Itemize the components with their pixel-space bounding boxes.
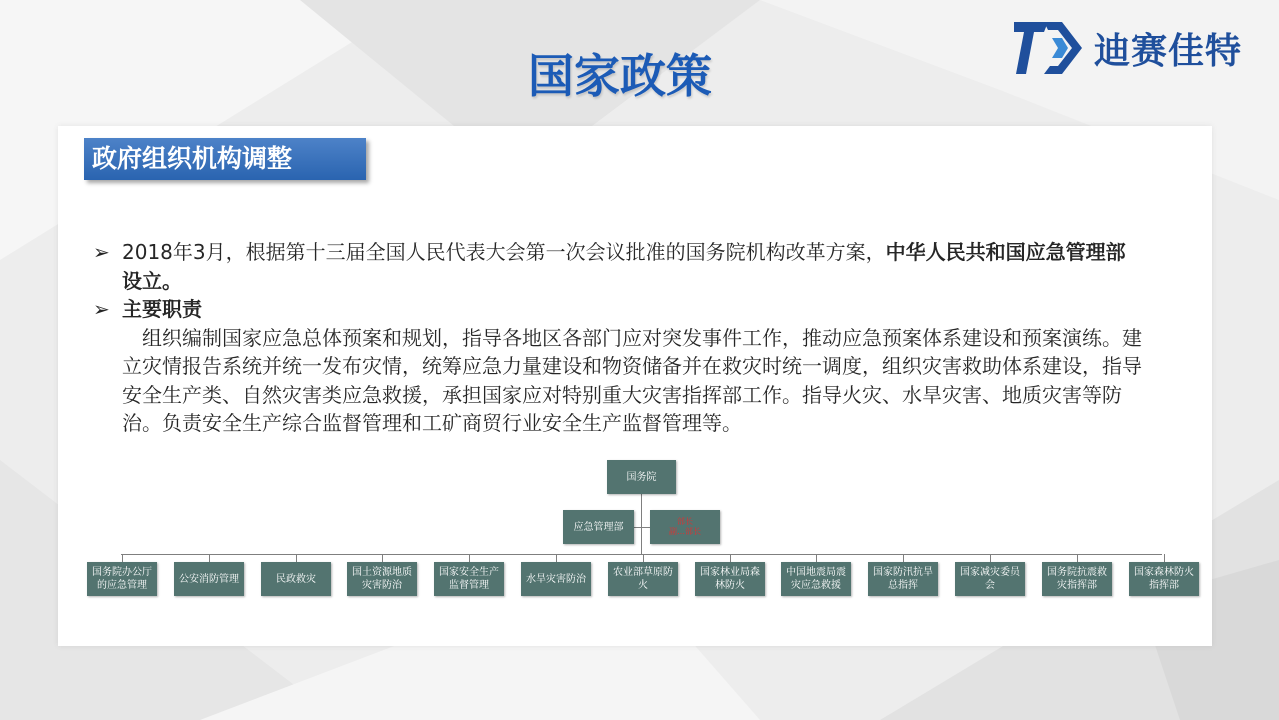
leader-note-line2: 副…部长 bbox=[669, 527, 701, 536]
paragraph-duties-heading bbox=[93, 295, 1143, 324]
org-node-department: 国家林业局森 林防火 bbox=[695, 562, 765, 596]
org-node-department: 水旱灾害防治 bbox=[521, 562, 591, 596]
paragraph-establishment bbox=[93, 238, 1143, 295]
leader-note-line1: 部长 bbox=[677, 517, 693, 526]
arrow-bullet-icon: ➢ bbox=[93, 297, 110, 321]
org-node-department: 国务院办公厅 的应急管理 bbox=[87, 562, 157, 596]
org-node-department: 国家森林防火 指挥部 bbox=[1129, 562, 1199, 596]
paragraph-duties bbox=[93, 324, 1143, 438]
establishment-text: 2018年3月，根据第十三届全国人民代表大会第一次会议批准的国务院机构改革方案， bbox=[122, 240, 886, 264]
brand-name: 迪赛佳特 bbox=[1094, 31, 1243, 72]
duties-text: 组织编制国家应急总体预案和规划，指导各地区各部门应对突发事件工作，推动应急预案体系建设和预案演练。建立灾情报告系统并统一发布灾情，统筹应急力量建设和物资储备并在救灾时统一调度，组织灾害救助体系建设，指导安全生产类、自然灾害类应急救援，承担国家应对特别重大灾害指挥部工作。指导火灾、水旱灾害、地质灾害等防治。负责安全生产综合监督管理和工矿商贸行业安全生产监督管理等。 bbox=[122, 325, 1142, 435]
duties-heading: 主要职责 bbox=[122, 297, 202, 321]
org-node-root: 国务院 bbox=[607, 460, 676, 494]
org-node-ministry: 应急管理部 bbox=[563, 510, 634, 544]
org-node-department: 国土资源地质 灾害防治 bbox=[347, 562, 417, 596]
arrow-bullet-icon: ➢ bbox=[93, 240, 110, 264]
org-node-department: 公安消防管理 bbox=[174, 562, 244, 596]
org-node-department: 民政救灾 bbox=[261, 562, 331, 596]
org-node-department: 国家防汛抗旱 总指挥 bbox=[868, 562, 938, 596]
org-node-department: 国家减灾委员 会 bbox=[955, 562, 1025, 596]
establishment-bold-text: 中华人民共和国应急管理部设立。 bbox=[122, 240, 1126, 293]
org-node-department: 国家安全生产 监督管理 bbox=[434, 562, 504, 596]
org-node-department: 中国地震局震 灾应急救援 bbox=[781, 562, 851, 596]
page-title: 国家政策 bbox=[528, 49, 712, 103]
section-tag: 政府组织机构调整 bbox=[84, 138, 366, 180]
org-node-department: 农业部草原防 火 bbox=[608, 562, 678, 596]
body-text bbox=[93, 238, 1143, 438]
org-node-department: 国务院抗震救 灾指挥部 bbox=[1042, 562, 1112, 596]
